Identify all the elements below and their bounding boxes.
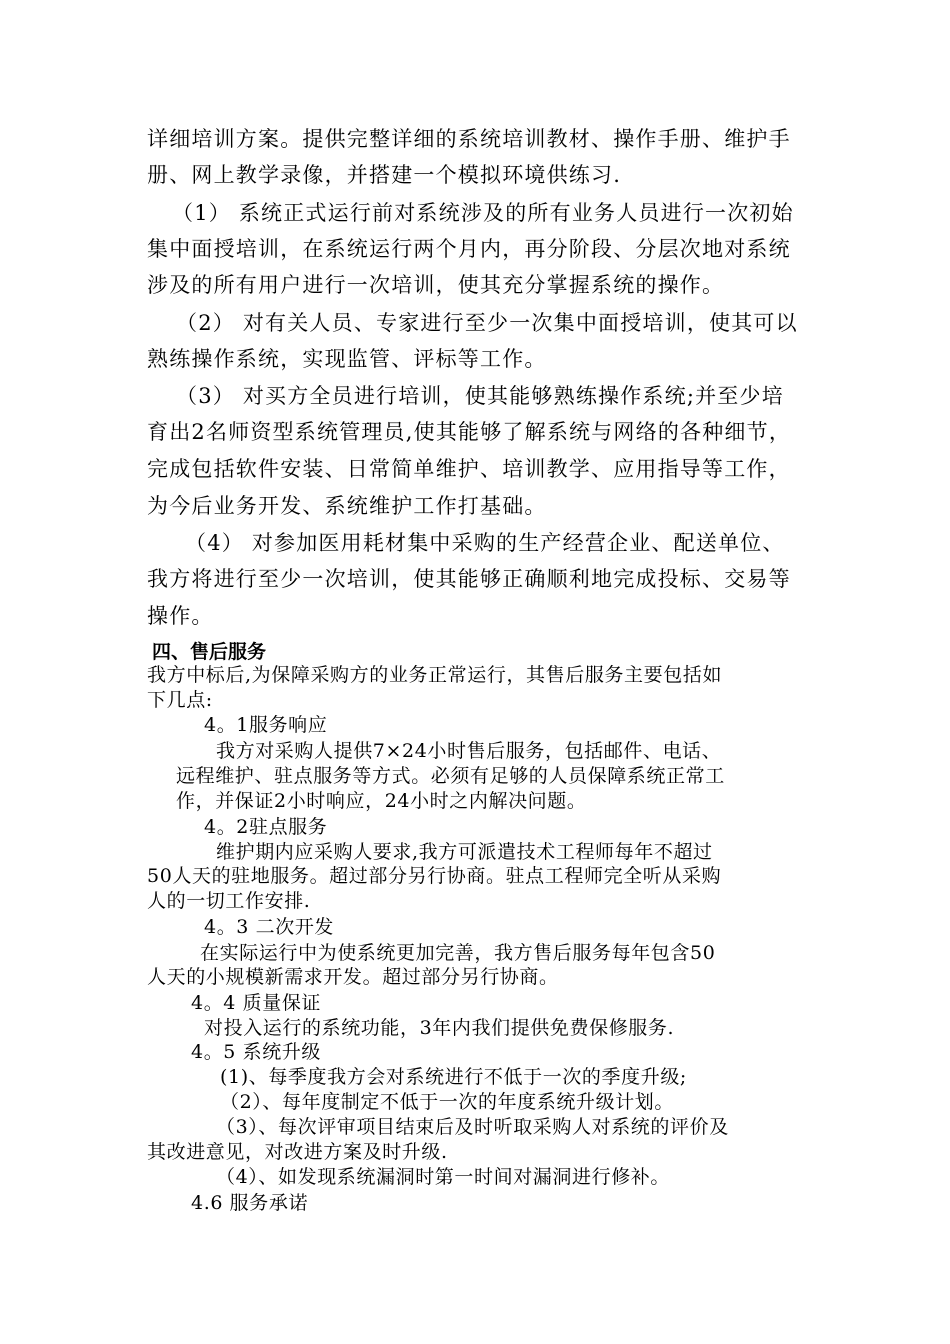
subsection-text-line: 在实际运行中为使系统更加完善，我方售后服务每年包含50 [200, 942, 716, 964]
section-heading: 四、售后服务 [152, 641, 267, 663]
subsection-text-line: 维护期内应采购人要求,我方可派遣技术工程师每年不超过 [216, 841, 713, 863]
subsection-title: 4。3 二次开发 [204, 916, 335, 938]
subsection-text-line: 50人天的驻地服务。超过部分另行协商。驻点工程师完全听从采购 [147, 865, 722, 887]
intro-line: 下几点: [147, 689, 213, 711]
subsection-text-line: 人的一切工作安排. [147, 890, 311, 912]
subsection-text-line: 远程维护、驻点服务等方式。必须有足够的人员保障系统正常工 [176, 765, 725, 787]
list-item-4-line: 我方将进行至少一次培训，使其能够正确顺利地完成投标、交易等 [147, 567, 791, 591]
list-item-3-line: 完成包括软件安装、日常简单维护、培训教学、应用指导等工作， [147, 457, 791, 481]
subsection-text-line: （2）、每年度制定不低于一次的年度系统升级计划。 [220, 1091, 674, 1113]
subsection-text-line: 我方对采购人提供7×24小时售后服务，包括邮件、电话、 [216, 740, 722, 762]
subsection-title: 4。1服务响应 [204, 714, 328, 736]
list-item-1-line: （1） 系统正式运行前对系统涉及的所有业务人员进行一次初始 [172, 201, 794, 225]
subsection-text-line: (1)、每季度我方会对系统进行不低于一次的季度升级; [220, 1066, 687, 1088]
list-item-2-line: 熟练操作系统，实现监管、评标等工作。 [147, 347, 547, 371]
subsection-title: 4.6 服务承诺 [191, 1192, 309, 1214]
list-item-2-line: （2） 对有关人员、专家进行至少一次集中面授培训，使其可以 [176, 311, 798, 335]
list-item-3-line: （3） 对买方全员进行培训，使其能够熟练操作系统;并至少培 [176, 384, 784, 408]
subsection-title: 4。5 系统升级 [191, 1041, 322, 1063]
subsection-text-line: 人天的小规模新需求开发。超过部分另行协商。 [147, 966, 559, 988]
subsection-text-line: （3）、每次评审项目结束后及时听取采购人对系统的评价及 [216, 1116, 729, 1138]
list-item-4-line: 操作。 [147, 604, 214, 628]
subsection-text-line: 对投入运行的系统功能，3年内我们提供免费保修服务. [204, 1017, 675, 1039]
paragraph-line: 册、网上教学录像，并搭建一个模拟环境供练习. [147, 163, 622, 187]
subsection-text-line: 其改进意见，对改进方案及时升级. [147, 1141, 448, 1163]
intro-line: 我方中标后,为保障采购方的业务正常运行，其售后服务主要包括如 [147, 664, 723, 686]
subsection-text-line: （4）、如发现系统漏洞时第一时间对漏洞进行修补。 [216, 1166, 670, 1188]
list-item-3-line: 育出2名师资型系统管理员,使其能够了解系统与网络的各种细节， [147, 420, 792, 444]
subsection-title: 4。2驻点服务 [204, 816, 328, 838]
list-item-3-line: 为今后业务开发、系统维护工作打基础。 [147, 494, 547, 518]
list-item-1-line: 涉及的所有用户进行一次培训，使其充分掌握系统的操作。 [147, 273, 725, 297]
list-item-1-line: 集中面授培训，在系统运行两个月内，再分阶段、分层次地对系统 [147, 237, 791, 261]
subsection-title: 4。4 质量保证 [191, 992, 322, 1014]
subsection-text-line: 作，并保证2小时响应，24小时之内解决问题。 [176, 790, 587, 812]
paragraph-line: 详细培训方案。提供完整详细的系统培训教材、操作手册、维护手 [147, 127, 791, 151]
list-item-4-line: （4） 对参加医用耗材集中采购的生产经营企业、配送单位、 [185, 531, 785, 555]
